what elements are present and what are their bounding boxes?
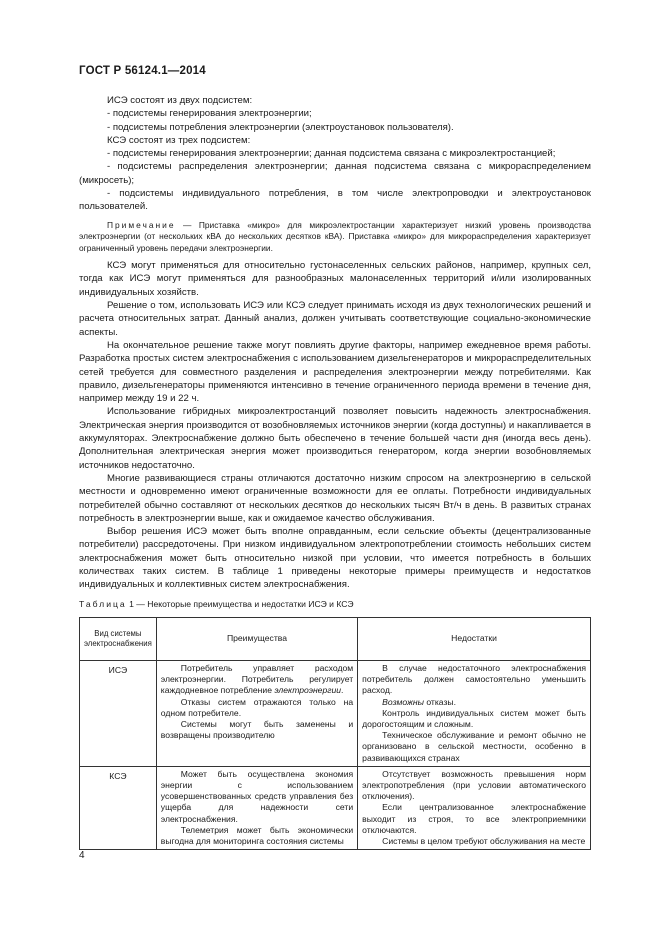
advantage-item [161, 769, 353, 825]
document-header: ГОСТ Р 56124.1—2014 [79, 65, 206, 77]
header-advantages: Преимущества [156, 617, 357, 660]
item-text: Системы могут быть заменены и возвращены производителю [160, 718, 354, 741]
kse-intro: КСЭ состоят из трех подсистем: [107, 134, 251, 146]
disadvantage-item [362, 730, 586, 764]
table-row [80, 660, 591, 766]
table-row [80, 766, 591, 849]
table-caption-label: Таблица [79, 598, 127, 609]
item-text: В случае недостаточного электроснабжения потребитель должен самостоятельно уменьшить расход. [362, 662, 586, 696]
item-text: Если централизованное электроснабжение выходит из строя, то все электроприемники отключаются. [362, 802, 586, 835]
table-caption-text: 1 — Некоторые преимущества и недостатки ИСЭ и КСЭ [126, 598, 354, 609]
disadvantages-cell [358, 766, 591, 849]
comparison-table [79, 617, 591, 850]
note-text: — Приставка «микро» для микроэлектростанции характеризует низкий уровень производства электроэнергии (от нескольких кВА до нескольких десятков кВА). Приставка «микро» для микрораспределения характеризует ограниченный уровень передачи электроэнергии. [79, 219, 591, 253]
header-system-type: Вид системы электроснабжения [80, 617, 157, 660]
document-body [79, 94, 591, 850]
page-number: 4 [79, 850, 85, 861]
kse-item-1: - подсистемы генерирования электроэнергии; данная подсистема связана с микроэлектростанцией; [107, 148, 556, 160]
item-italic-text: электроэнергии [274, 685, 342, 696]
paragraph: КСЭ могут применяться для относительно густонаселенных сельских районов, например, крупных сел, тогда как ИСЭ могут применяться для разнообразных малонаселенных территорий и/или изолированных индивидуальных хозяйств. [79, 260, 591, 298]
item-text-tail: . [341, 685, 344, 696]
item-text: Телеметрия может быть экономически выгодна для мониторинга состояния системы [160, 824, 354, 846]
item-text: Техническое обслуживание и ремонт обычно не организовано в сельской местности, особенно в развивающихся странах [362, 730, 586, 763]
ise-intro: ИСЭ состоят из двух подсистем: [107, 95, 253, 106]
table-caption [79, 598, 591, 611]
paragraph: Использование гибридных микроэлектростанций позволяет повысить надежность электроснабжения. Электрическая энергия производится от возобновляемых источников энергии (когда доступны) и накапливается в аккумуляторах. Электроснабжение должно быть обеспечено в течение большей части дня (иногда весь день). Дополнительная электрическая энергия может производиться генератором, когда энергии возобновляемых источников недостаточно. [79, 406, 591, 471]
note-label: Примечание [107, 219, 176, 230]
paragraph: На окончательное решение также могут повлиять другие факторы, например ежедневное время работы. Разработка простых систем электроснабжения с использованием дизельгенераторов и микрораспределительных сетей требуется для совместного разделения и распределения электроэнергии между потребителями. Как правило, дизельгенераторы применяются интенсивно в течение ограниченного периода времени в течение дня, например между 19 и 22 ч. [79, 339, 591, 405]
advantage-item [161, 719, 353, 741]
disadvantage-item [362, 708, 586, 730]
disadvantage-item [362, 769, 586, 803]
item-text: Отсутствует возможность превышения норм электропотребления (при условии автоматического отключения). [362, 768, 586, 802]
header-disadvantages: Недостатки [358, 617, 591, 660]
table-header-row [80, 617, 591, 660]
disadvantage-item [362, 836, 586, 847]
kse-item-2: - подсистемы распределения электроэнергии; данная подсистема связана с микрораспределением (микросеть); [79, 161, 591, 186]
item-text-tail: отказы. [423, 696, 456, 707]
advantage-item [161, 697, 353, 719]
advantage-item [161, 825, 353, 847]
paragraph: Решение о том, использовать ИСЭ или КСЭ следует принимать исходя из двух технологических решений и расчета относительных затрат. Данный анализ, должен учитывать соответствующие социально-экономические аспекты. [79, 300, 591, 338]
item-text: Может быть осуществлена экономия энергии с использованием усовершенствованных средств управления без ущерба для надежности сети электроснабжения. [160, 768, 354, 824]
item-text: Отказы систем отражаются только на одном потребителе. [160, 696, 354, 718]
disadvantages-cell [358, 660, 591, 766]
item-text: Контроль индивидуальных систем может быть дорогостоящим и сложным. [362, 707, 586, 729]
system-type-cell: ИСЭ [80, 660, 157, 766]
paragraph: Выбор решения ИСЭ может быть вполне оправданным, если сельские объекты (децентрализованные потребители) рассредоточены. При низком индивидуальном электропотреблении стоимость небольших систем электроснабжения может быть относительно низкой при условии, что имеется потребность в больших количествах таких систем. В таблице 1 приведены некоторые примеры преимуществ и недостатков индивидуальных и коллективных систем электроснабжения. [79, 526, 591, 591]
note [79, 220, 591, 255]
disadvantage-item [362, 663, 586, 697]
advantage-item [161, 663, 353, 697]
item-italic-text: Возможны [382, 696, 424, 707]
advantages-cell [156, 766, 357, 849]
ise-item-1: - подсистемы генерирования электроэнергии; [107, 108, 312, 120]
item-text: Потребитель управляет расходом электроэнергии. Потребитель регулирует каждодневное потребление [160, 662, 354, 696]
system-type-cell: КСЭ [80, 766, 157, 849]
kse-item-3: - подсистемы индивидуального потребления, в том числе электропроводки и электроустановок пользователей. [79, 188, 591, 213]
item-text: Системы в целом требуют обслуживания на месте [382, 835, 586, 846]
paragraph: Многие развивающиеся страны отличаются достаточно низким спросом на электроэнергию в сельской местности и одновременно имеют ограниченные возможности для ее оплаты. Потребности индивидуальных потребителей обычно составляют от нескольких десятков до нескольких тысяч Вт/ч в день. В развитых странах потребность в электроэнергии выше, как и ожидаемое качество обслуживания. [79, 472, 591, 524]
disadvantage-item [362, 802, 586, 836]
disadvantage-item [362, 697, 586, 708]
ise-item-2: - подсистемы потребления электроэнергии (электроустановок пользователя). [107, 121, 454, 133]
advantages-cell [156, 660, 357, 766]
